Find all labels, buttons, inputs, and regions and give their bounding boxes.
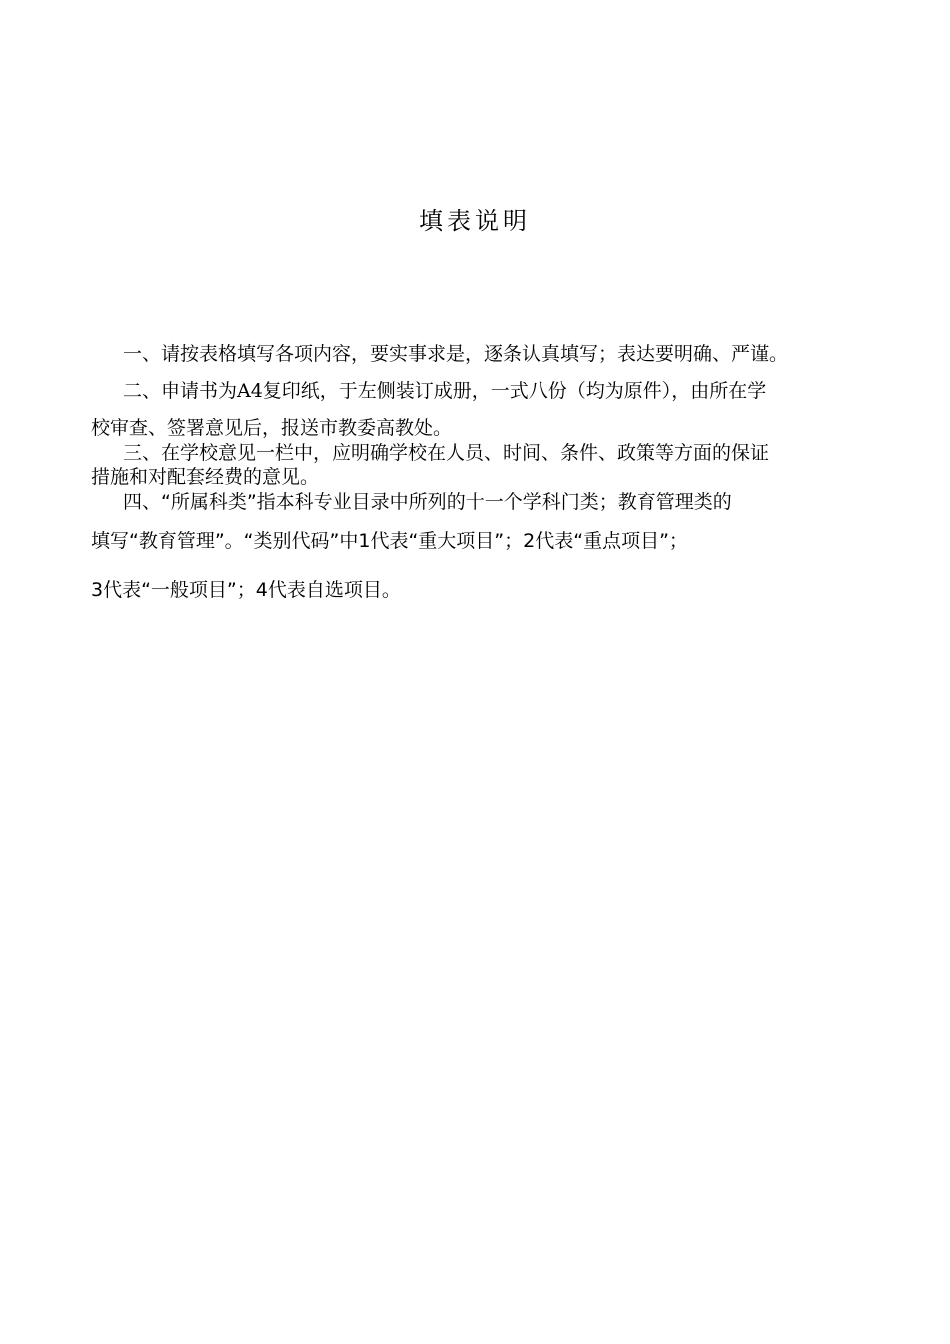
instruction-line-8: 3代表“一般项目”；4代表自选项目。 [91,579,401,601]
instruction-line-5: 措施和对配套经费的意见。 [91,466,320,488]
instruction-line-4: 三、在学校意见一栏中，应明确学校在人员、时间、条件、政策等方面的保证 [123,442,770,464]
instruction-line-3: 校审查、签署意见后，报送市教委高教处。 [91,417,453,439]
instruction-line-1: 一、请按表格填写各项内容，要实事求是，逐条认真填写；表达要明确、严谨。 [123,343,789,365]
instruction-line-6: 四、“所属科类”指本科专业目录中所列的十一个学科门类；教育管理类的 [123,491,732,513]
page-title: 填表说明 [419,207,531,235]
instruction-line-7: 填写“教育管理”。“类别代码”中1代表“重大项目”；2代表“重点项目”； [91,530,688,552]
instruction-line-2: 二、申请书为A4复印纸，于左侧装订成册，一式八份（均为原件），由所在学 [123,380,767,402]
